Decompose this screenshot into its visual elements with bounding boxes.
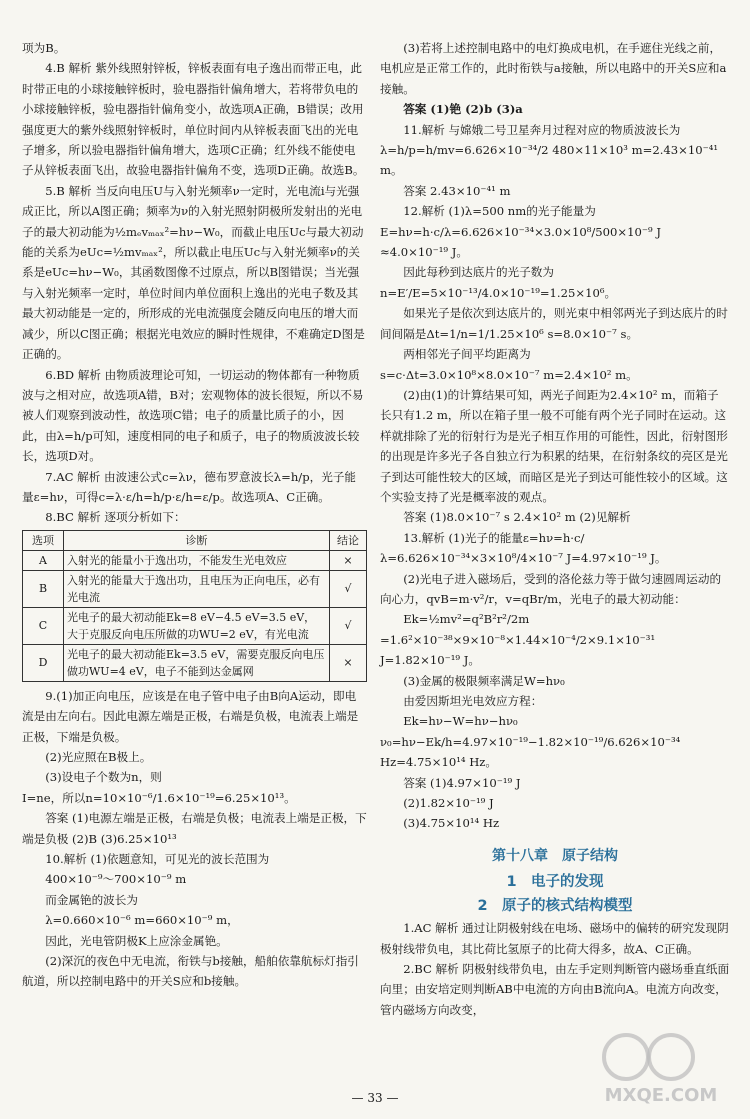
table-cell: D — [23, 644, 64, 681]
equation: Ek=½mv²=q²B²r²/2m — [403, 612, 530, 627]
text-paragraph: (2)光电子进入磁场后，受到的洛伦兹力等于做匀速圆周运动的向心力，qvB=m·v²/r，v=qBr/m，光电子的最大初动能： — [380, 571, 722, 606]
equation: E=hν=h·c/λ=6.626×10⁻³⁴×3.0×10⁸/500×10⁻⁹ J — [380, 224, 661, 239]
answer-9: 9.(1)加正向电压，应该是在电子管中电子由B向A运动，即电流是由左向右。因此电源左端是正极，右端是负极，电流表上端是正极，下端是负极。 — [22, 688, 359, 744]
table-row — [23, 607, 367, 644]
table-cell: C — [23, 607, 64, 644]
text-paragraph: 如果光子是依次到达底片的，则光束中相邻两光子到达底片的时间间隔是Δt=1/n=1/1.25×10⁶ s=8.0×10⁻⁷ s。 — [380, 306, 728, 341]
text-paragraph: 因此，光电管阴极K上应涂金属铯。 — [45, 933, 228, 948]
table-header-row — [23, 530, 367, 550]
answer-6: 6.BD 解析 由物质波理论可知，一切运动的物体都有一种物质波与之相对应，故选项A错，B对；宏观物体的波长很短，所以不易被人们观察到波动性，故选项C错；电子的质量比质子的小，因此，由λ=h/p可知，速度相同的电子和质子，电子的物质波波长较长，选项D对。 — [22, 367, 364, 464]
answer-label: (2)1.82×10⁻¹⁹ J — [403, 796, 494, 811]
table-cell: √ — [330, 607, 367, 644]
watermark-logo — [586, 1029, 736, 1109]
answer-13: 13.解析 (1)光子的能量ε=hν=h·c/λ=6.626×10⁻³⁴×3×10⁸/4×10⁻⁷ J=4.97×10⁻¹⁹ J。 — [380, 530, 667, 566]
equation: 400×10⁻⁹～700×10⁻⁹ m — [45, 872, 187, 887]
equation: I=ne，所以n=10×10⁻⁶/1.6×10⁻¹⁹=6.25×10¹³。 — [22, 790, 296, 805]
table-cell: × — [330, 550, 367, 570]
answer-2: 2.BC 解析 阴极射线带负电，由左手定则判断管内磁场垂直纸面向里；由安培定则判断AB中电流的方向由B流向A。电流方向改变，管内磁场方向改变， — [380, 962, 730, 1017]
answer-12: 12.解析 (1)λ=500 nm的光子能量为 — [403, 204, 596, 219]
table-cell: B — [23, 570, 64, 607]
answer-11: 11.解析 与嫦娥二号卫星奔月过程对应的物质波波长为λ=h/p=h/mv=6.626×10⁻³⁴/2 480×11×10³ m=2.43×10⁻⁴¹ m。 — [380, 122, 719, 178]
answer-8: 8.BC 解析 逐项分析如下： — [45, 510, 186, 525]
table-cell: √ — [330, 570, 367, 607]
text-paragraph: (2)由(1)的计算结果可知，两光子间距为2.4×10² m，而箱子长只有1.2 m，所以在箱子里一般不可能有两个光子同时在运动。这样就排除了光的衍射行为是光子相互作用的可能性，因此，衍射图形的出现是许多光子各自独立行为积累的结果，在衍射条纹的亮区是光子到达可能性较大的区域，而暗区是光子到达可能性较小的区域。这个实验支持了光是概率波的观点。 — [380, 387, 728, 504]
analysis-table — [22, 530, 367, 682]
table-header: 选项 — [23, 530, 64, 550]
text-paragraph: (3)设电子个数为n，则 — [45, 770, 162, 785]
text-paragraph: (3)金属的极限频率满足W=hν₀ — [403, 673, 565, 688]
answer-10: 10.解析 (1)依题意知，可见光的波长范围为 — [45, 852, 270, 866]
answer-5: 5.B 解析 当反向电压U与入射光频率ν一定时，光电流i与光强成正比，所以A图正确；频率为ν的入射光照射阴极所发射出的光电子的最大初动能为½mₑvₘₐₓ²=hν−W₀，而截止电压Uc与最大初动能的关系为eUc=½mvₘₐₓ²，所以截止电压Uc与入射光频率ν的关系是eUc=hν−W₀，其函数图像不过原点，所以B图错误；当光强与入射光频率一定时，单位时间内单位面积上逸出的光电子数及其最大初动能是一定的，所形成的光电流强度会随反向电压的增大而减少，所以C图正确；根据光电效应的瞬时性规律，不难确定D图是正确的。 — [22, 183, 365, 362]
answer-1: 1.AC 解析 通过让阴极射线在电场、磁场中的偏转的研究发现阴极射线带负电，其比荷比氢原子的比荷大得多，故A、C正确。 — [380, 921, 729, 956]
table-row — [23, 550, 367, 570]
table-cell: 光电子的最大初动能Ek=3.5 eV，需要克服反向电压做功WU=4 eV，电子不能到达金属网 — [64, 644, 330, 681]
answer-label: 答案 (1)铯 (2)b (3)a — [403, 102, 523, 117]
answer-7: 7.AC 解析 由波速公式c=λν，德布罗意波长λ=h/p，光子能量ε=hν，可得c=λ·ε/h=h/p·ε/h=ε/p。故选项A、C正确。 — [22, 469, 357, 504]
text-paragraph: 项为B。 — [22, 41, 66, 55]
text-paragraph: 由爱因斯坦光电效应方程： — [403, 694, 543, 708]
text-paragraph: (2)深沉的夜色中无电流，衔铁与b接触，船舶依靠航标灯指引航道，所以控制电路中的开关S应和b接触。 — [22, 954, 359, 989]
text-paragraph: 因此每秒到达底片的光子数为 — [403, 265, 554, 280]
equation: Ek=hν−W=hν−hν₀ — [403, 714, 518, 729]
table-cell: 光电子的最大初动能Ek=8 eV−4.5 eV=3.5 eV，大于克服反向电压所做的功WU=2 eV，有光电流 — [64, 607, 330, 644]
table-cell: 入射光的能量大于逸出功，且电压为正向电压，必有光电流 — [64, 570, 330, 607]
table-cell: 入射光的能量小于逸出功，不能发生光电效应 — [64, 550, 330, 570]
text-paragraph: (2)光应照在B极上。 — [45, 749, 152, 764]
page-number: — 33 — — [351, 1091, 399, 1105]
answer-4: 4.B 解析 紫外线照射锌板，锌板表面有电子逸出而带正电，此时带正电的小球接触锌板时，验电器指针偏角增大，若将带负电的小球接触锌板，验电器指针偏角变小，故选项A正确，B错误；改用强度更大的紫外线照射锌板时，单位时间内从锌板表面飞出的光电子增多，所以验电器指针偏角增大，选项C正确；红外线不能使电子从锌板表面飞出，故验电器指针偏角不变，选项D正确。故选B。 — [22, 61, 365, 178]
answer-label: (3)4.75×10¹⁴ Hz — [403, 816, 500, 831]
answer-label: 答案 (1)电源左端是正极，右端是负极；电流表上端是正极，下端是负极 (2)B (3)6.25×10¹³ — [22, 811, 367, 846]
svg-text:MXQE.COM: MXQE.COM — [604, 1085, 718, 1106]
text-paragraph: 两相邻光子间平均距离为 — [403, 347, 531, 362]
equation: ν₀=hν−Ek/h=4.97×10⁻¹⁹−1.82×10⁻¹⁹/6.626×10⁻³⁴ Hz=4.75×10¹⁴ Hz。 — [380, 734, 681, 770]
section-title: 1 电子的发现 — [506, 874, 604, 891]
right-column — [380, 38, 730, 1020]
table-row — [23, 570, 367, 607]
table-cell: × — [330, 644, 367, 681]
table-header: 结论 — [330, 530, 367, 550]
equation: s=c·Δt=3.0×10⁸×8.0×10⁻⁷ m=2.4×10² m。 — [380, 367, 638, 382]
equation: =1.6²×10⁻³⁸×9×10⁻⁸×1.44×10⁻⁴/2×9.1×10⁻³¹ J=1.82×10⁻¹⁹ J。 — [380, 632, 656, 668]
section-title: 2 原子的核式结构模型 — [477, 898, 633, 915]
answer-label: 答案 (1)8.0×10⁻⁷ s 2.4×10² m (2)见解析 — [403, 510, 631, 525]
equation: n=E′/E=5×10⁻¹³/4.0×10⁻¹⁹=1.25×10⁶。 — [380, 285, 617, 300]
equation: λ=0.660×10⁻⁶ m=660×10⁻⁹ m， — [45, 913, 239, 928]
table-row — [23, 644, 367, 681]
chapter-title: 第十八章 原子结构 — [492, 847, 618, 864]
answer-label: 答案 2.43×10⁻⁴¹ m — [403, 183, 511, 198]
table-header: 诊断 — [64, 530, 330, 550]
table-cell: A — [23, 550, 64, 570]
answer-label: 答案 (1)4.97×10⁻¹⁹ J — [403, 775, 521, 790]
left-column — [22, 38, 367, 992]
text-paragraph: (3)若将上述控制电路中的电灯换成电机，在手遮住光线之前，电机应是正常工作的，此时衔铁与a接触，所以电路中的开关S应和a接触。 — [380, 41, 727, 96]
equation: ≈4.0×10⁻¹⁹ J。 — [380, 245, 468, 260]
text-paragraph: 而金属铯的波长为 — [45, 892, 138, 907]
